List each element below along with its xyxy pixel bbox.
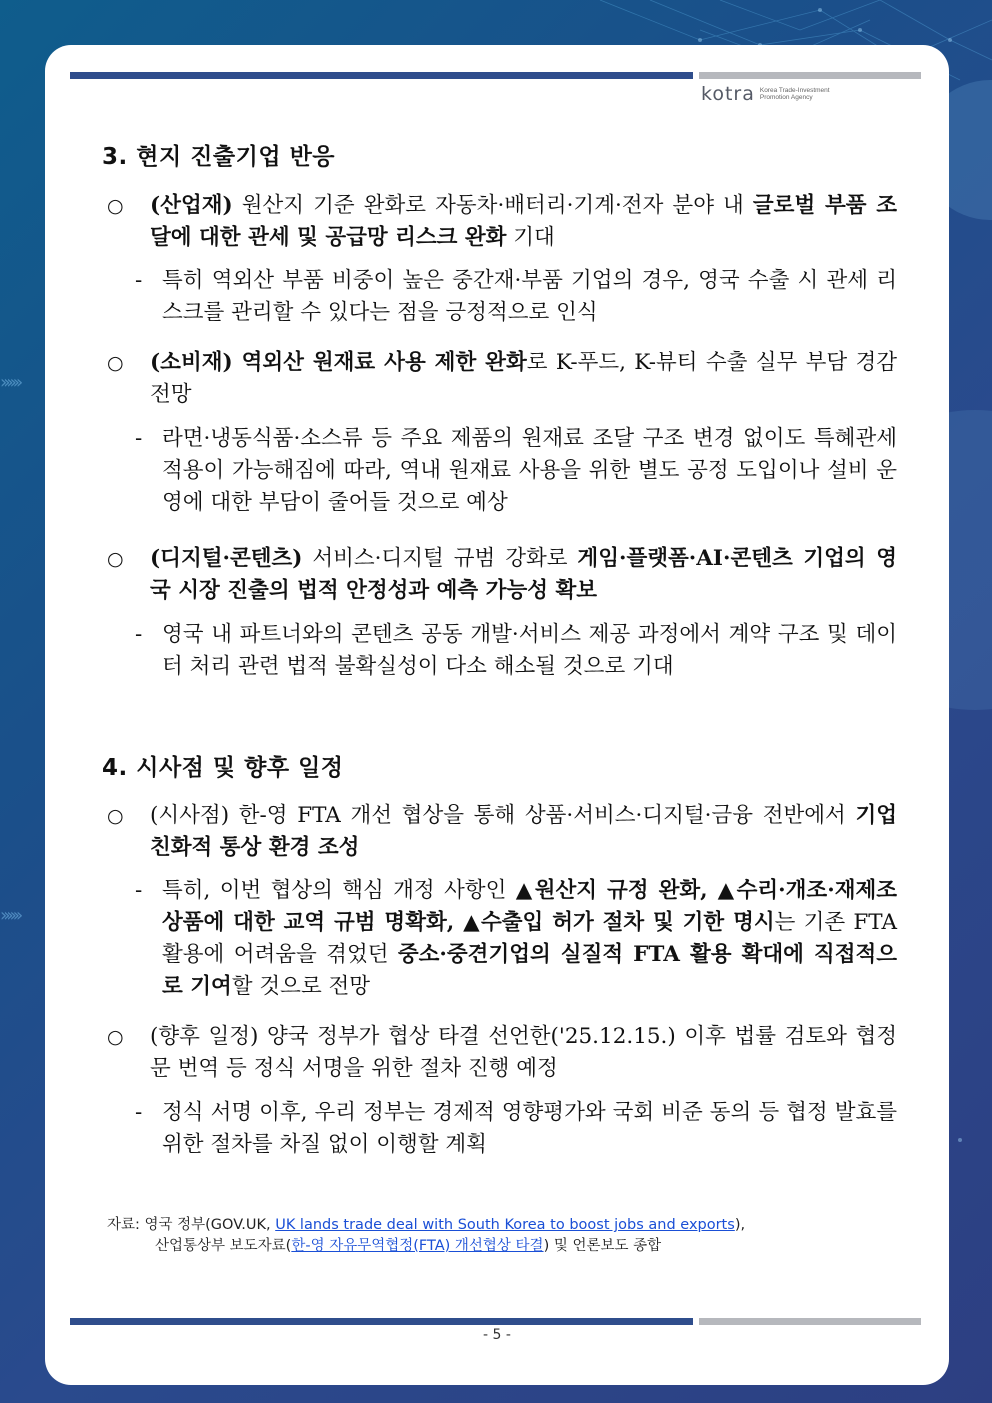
bullet-digital (107, 543, 897, 607)
bold-text: 게임·플랫폼·AI·콘텐츠 기업의 영국 시장 진출의 법적 안정성과 예측 가능성 확보 (150, 546, 897, 603)
kotra-logo (701, 83, 850, 105)
header-rule-gray (699, 72, 921, 79)
footer-rule-gray (699, 1318, 921, 1325)
source-label: 자료: (107, 1217, 145, 1233)
logo-tagline: Korea Trade-Investment Promotion Agency (759, 87, 830, 101)
text: ) 및 언론보도 종합 (543, 1238, 662, 1254)
sub-bullet-consumer (135, 423, 897, 519)
chevron-icon: ›››››› (0, 905, 20, 926)
bullet-schedule (107, 1021, 897, 1085)
sub-bullet-schedule (135, 1097, 897, 1161)
text: 할 것으로 전망 (231, 974, 371, 999)
dash-marker: - (135, 1100, 143, 1125)
text: 원산지 기준 완화로 자동차·배터리·기계·전자 분야 내 (232, 193, 753, 218)
text: 산업통상부 보도자료( (155, 1238, 292, 1254)
dash-marker: - (135, 426, 143, 451)
document-page (45, 45, 949, 1385)
sub-text: 영국 내 파트너와의 콘텐츠 공동 개발·서비스 제공 과정에서 계약 구조 및 데이터 처리 관련 법적 불확실성이 다소 해소될 것으로 기대 (162, 622, 897, 679)
bold-text: ▲원산지 규정 완화, ▲수리·개조·재제조 상품에 대한 교역 규범 명확화, ▲수출입 허가 절차 및 기한 명시 (162, 878, 897, 935)
govuk-link[interactable]: UK lands trade deal with South Korea to boost jobs and exports (275, 1217, 735, 1233)
bold-text: (소비재) 역외산 원재료 사용 제한 완화 (150, 350, 527, 375)
bold-text: 글로벌 부품 조달에 대한 관세 및 공급망 리스크 완화 (150, 193, 897, 250)
sub-bullet-digital (135, 619, 897, 683)
text: 특히, 이번 협상의 핵심 개정 사항인 (162, 878, 516, 903)
text: 서비스·디지털 규범 강화로 (302, 546, 578, 571)
circle-bullet-icon: ○ (107, 1026, 124, 1048)
header-rule-blue (70, 72, 693, 79)
text: (시사점) 한-영 FTA 개선 협상을 통해 상품·서비스·디지털·금융 전반에서 (150, 803, 856, 828)
source-note (107, 1215, 907, 1257)
section-4-title: 4. 시사점 및 향후 일정 (102, 755, 344, 781)
bold-text: 기업 친화적 통상 환경 조성 (150, 803, 897, 860)
sub-bullet-implications (135, 875, 897, 1003)
text: 로 K-푸드, K-뷰티 수출 실무 부담 경감 전망 (150, 350, 897, 407)
bullet-industrial (107, 190, 897, 254)
text: ), (734, 1217, 746, 1233)
circle-bullet-icon: ○ (107, 548, 124, 570)
logo-wordmark: kotra (701, 83, 755, 105)
bold-text: (디지털·콘텐츠) (150, 546, 303, 571)
text: 영국 정부(GOV.UK, (144, 1217, 276, 1233)
circle-bullet-icon: ○ (107, 805, 124, 827)
bullet-implications (107, 800, 897, 864)
chevron-icon: ›››››› (0, 372, 20, 393)
text: (향후 일정) 양국 정부가 협상 타결 선언한('25.12.15.) 이후 법률 검토와 협정문 번역 등 정식 서명을 위한 절차 진행 예정 (150, 1024, 897, 1081)
circle-bullet-icon: ○ (107, 195, 124, 217)
dash-marker: - (135, 622, 143, 647)
bold-text: (산업재) (150, 193, 233, 218)
sub-text: 정식 서명 이후, 우리 정부는 경제적 영향평가와 국회 비준 동의 등 협정 발효를 위한 절차를 차질 없이 이행할 계획 (162, 1100, 897, 1157)
dash-marker: - (135, 268, 143, 293)
circle-bullet-icon: ○ (107, 352, 124, 374)
bullet-consumer (107, 347, 897, 411)
page-number: - 5 - (483, 1327, 511, 1343)
sub-text: 라면·냉동식품·소스류 등 주요 제품의 원재료 조달 구조 변경 없이도 특혜관세 적용이 가능해짐에 따라, 역내 원재료 사용을 위한 별도 공정 도입이나 설비 운영에 대한 부담이 줄어들 것으로 예상 (162, 426, 897, 515)
section-3-title: 3. 현지 진출기업 반응 (102, 144, 336, 170)
text: 기대 (506, 225, 555, 250)
sub-text: 특히 역외산 부품 비중이 높은 중간재·부품 기업의 경우, 영국 수출 시 관세 리스크를 관리할 수 있다는 점을 긍정적으로 인식 (162, 268, 897, 325)
text: 는 기존 FTA 활용에 어려움을 겪었던 (162, 910, 897, 967)
press-release-link[interactable]: 한-영 자유무역협정(FTA) 개선협상 타결 (291, 1238, 544, 1254)
sub-bullet-industrial (135, 265, 897, 329)
bold-text: 중소·중견기업의 실질적 FTA 활용 확대에 직접적으로 기여 (162, 942, 897, 999)
dash-marker: - (135, 878, 143, 903)
footer-rule-blue (70, 1318, 693, 1325)
